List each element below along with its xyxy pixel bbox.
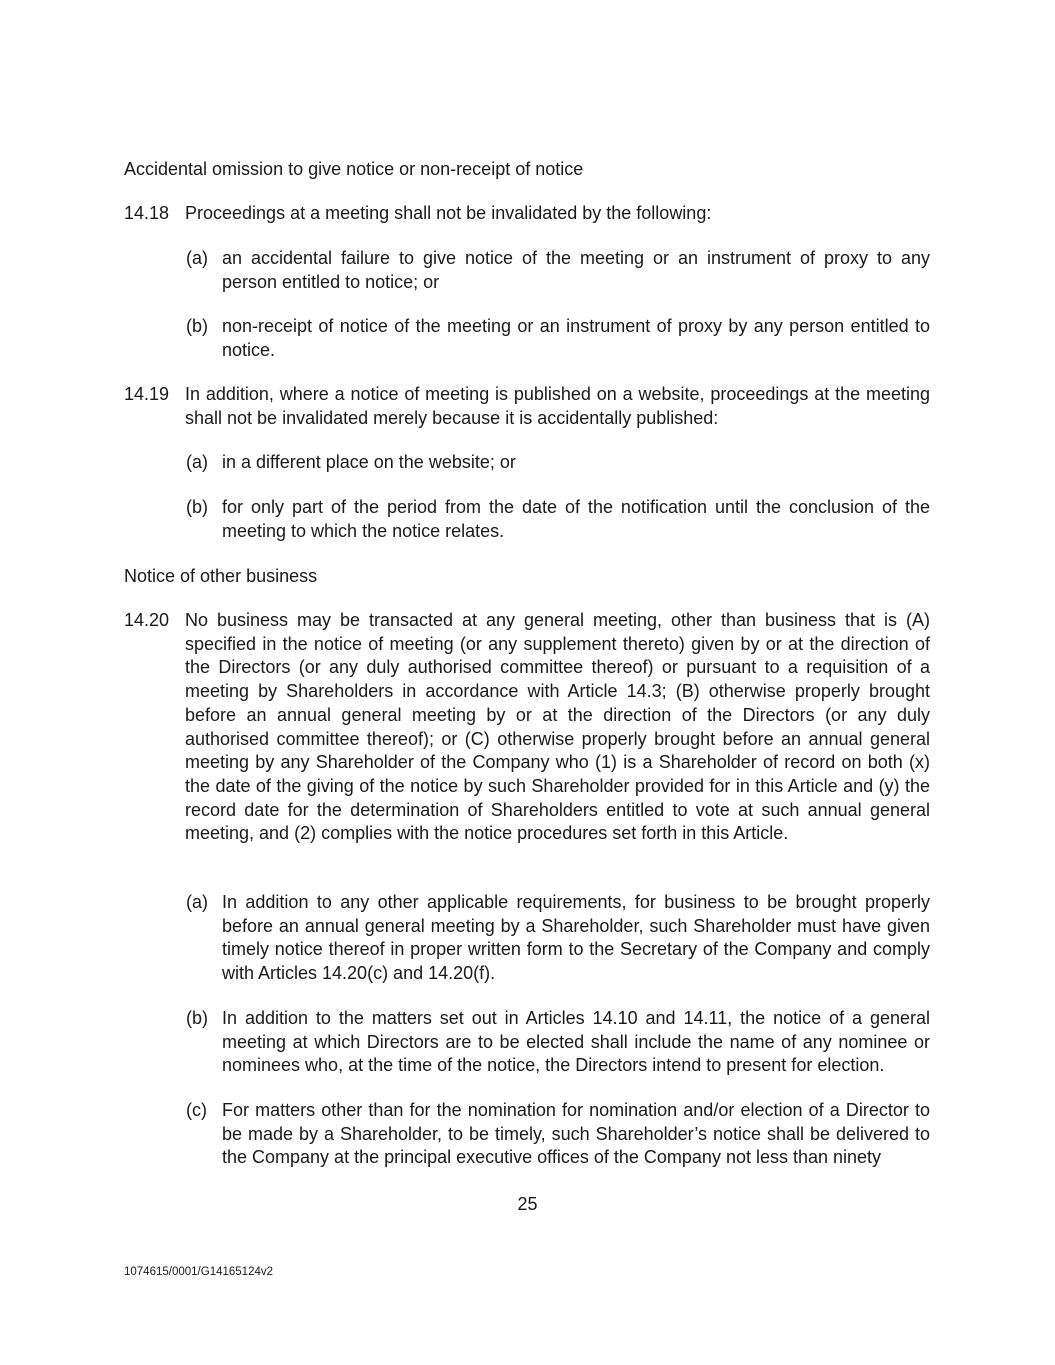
page-number: 25 <box>517 1194 538 1214</box>
sub-clause-text: in a different place on the website; or <box>222 452 516 472</box>
clause-number: 14.19 <box>124 384 170 404</box>
sub-clause-14-20-c <box>186 1099 930 1170</box>
sub-clause-text: For matters other than for the nomination for nomination and/or election of a Director to be made by a Shareholder, to be timely, such Shareholder’s notice shall be delivered to the Company at the principal executive offices of the Company not less than ninety <box>222 1100 930 1168</box>
sub-clause-14-18-a <box>186 247 930 294</box>
sub-clause-label: (b) <box>186 316 208 336</box>
sub-clause-14-18-b <box>186 315 930 362</box>
sub-clause-14-19-b <box>186 496 930 543</box>
section-heading-notice-of-other-business: Notice of other business <box>124 566 318 586</box>
document-reference: 1074615/0001/G14165124v2 <box>124 1266 274 1278</box>
clause-number: 14.20 <box>124 610 170 630</box>
section-heading-accidental-omission: Accidental omission to give notice or non-receipt of notice <box>124 159 584 179</box>
clause-text: No business may be transacted at any general meeting, other than business that is (A) specified in the notice of meeting (or any supplement thereto) given by or at the direction of the Directors (or any duly authorised committee thereof) or pursuant to a requisition of a meeting by Shareholders in accordance with Article 14.3; (B) otherwise properly brought before an annual general meeting by or at the direction of the Directors (or any duly authorised committee thereof); or (C) otherwise properly brought before an annual general meeting by any Shareholder of the Company who (1) is a Shareholder of record on both (x) the date of the giving of the notice by such Shareholder provided for in this Article and (y) the record date for the determination of Shareholders entitled to vote at such annual general meeting, and (2) complies with the notice procedures set forth in this Article. <box>185 610 930 844</box>
sub-clause-text: In addition to any other applicable requirements, for business to be brought properly before an annual general meeting by a Shareholder, such Shareholder must have given timely notice thereof in proper written form to the Secretary of the Company and comply with Articles 14.20(c) and 14.20(f). <box>222 892 930 984</box>
sub-clause-text: an accidental failure to give notice of the meeting or an instrument of proxy to any person entitled to notice; or <box>222 248 930 292</box>
sub-clause-label: (c) <box>186 1100 207 1120</box>
clause-text: In addition, where a notice of meeting is published on a website, proceedings at the meeting shall not be invalidated merely because it is accidentally published: <box>185 384 930 428</box>
clause-14-19 <box>124 383 930 430</box>
sub-clause-label: (a) <box>186 248 208 268</box>
clause-number: 14.18 <box>124 203 170 223</box>
clause-14-20 <box>124 609 930 846</box>
sub-clause-14-20-b <box>186 1007 930 1078</box>
sub-clause-text: In addition to the matters set out in Articles 14.10 and 14.11, the notice of a general meeting at which Directors are to be elected shall include the name of any nominee or nominees who, at the time of the notice, the Directors intend to present for election. <box>222 1008 930 1076</box>
sub-clause-label: (a) <box>186 452 208 472</box>
clause-14-18 <box>124 202 930 226</box>
clause-text: Proceedings at a meeting shall not be invalidated by the following: <box>185 203 712 223</box>
sub-clause-text: non-receipt of notice of the meeting or an instrument of proxy by any person entitled to notice. <box>222 316 930 360</box>
sub-clause-14-19-a <box>186 451 930 475</box>
sub-clause-text: for only part of the period from the date of the notification until the conclusion of the meeting to which the notice relates. <box>222 497 930 541</box>
sub-clause-label: (a) <box>186 892 208 912</box>
sub-clause-label: (b) <box>186 497 208 517</box>
sub-clause-label: (b) <box>186 1008 208 1028</box>
sub-clause-14-20-a <box>186 891 930 986</box>
